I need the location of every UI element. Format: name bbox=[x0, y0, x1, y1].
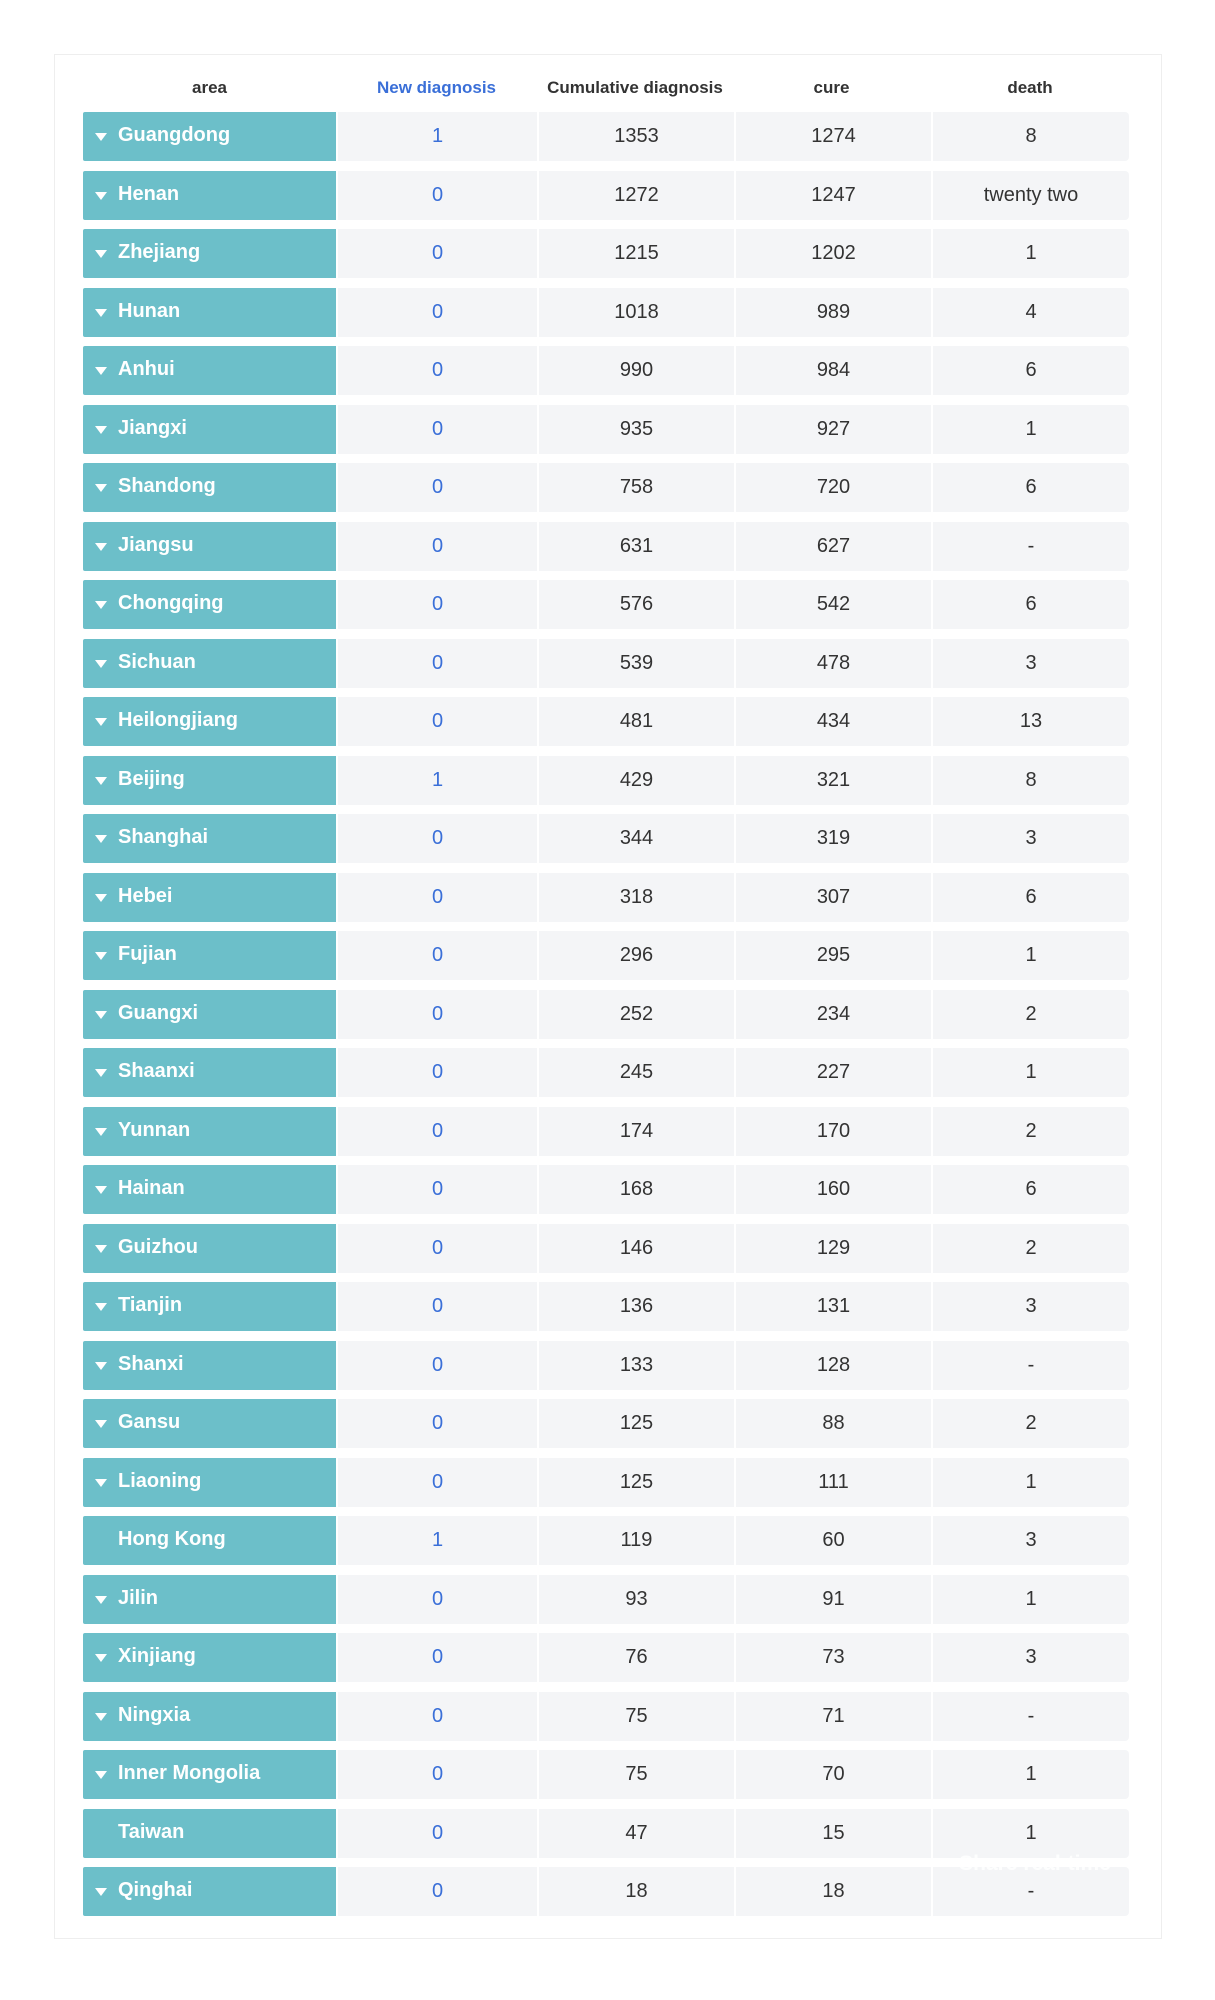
area-label: Liaoning bbox=[118, 1470, 202, 1492]
area-label: Henan bbox=[118, 183, 180, 205]
table-row[interactable] bbox=[83, 1633, 1130, 1682]
cumulative-diagnosis-cell: 1353 bbox=[539, 112, 734, 161]
new-diagnosis-cell: 0 bbox=[338, 990, 537, 1039]
cumulative-diagnosis-cell: 119 bbox=[539, 1516, 734, 1565]
cure-cell: 927 bbox=[736, 405, 931, 454]
area-cell[interactable] bbox=[83, 1165, 336, 1214]
cure-cell: 160 bbox=[736, 1165, 931, 1214]
cumulative-diagnosis-cell: 75 bbox=[539, 1750, 734, 1799]
cumulative-diagnosis-cell: 990 bbox=[539, 346, 734, 395]
death-cell: 1 bbox=[933, 1750, 1129, 1799]
area-label: Hunan bbox=[118, 300, 181, 322]
death-cell: 6 bbox=[933, 346, 1129, 395]
table-row[interactable] bbox=[83, 288, 1130, 337]
cure-cell: 1202 bbox=[736, 229, 931, 278]
cure-cell: 170 bbox=[736, 1107, 931, 1156]
death-cell: 8 bbox=[933, 756, 1129, 805]
area-cell[interactable] bbox=[83, 405, 336, 454]
caret-down-icon[interactable] bbox=[95, 718, 107, 726]
cumulative-diagnosis-cell: 245 bbox=[539, 1048, 734, 1097]
table-row[interactable] bbox=[83, 112, 1130, 161]
area-cell[interactable] bbox=[83, 1224, 336, 1273]
new-diagnosis-cell: 0 bbox=[338, 873, 537, 922]
header-area[interactable]: area bbox=[192, 78, 227, 97]
caret-down-icon[interactable] bbox=[95, 1245, 107, 1253]
area-label: Ningxia bbox=[118, 1704, 191, 1726]
table-row[interactable] bbox=[83, 346, 1130, 395]
new-diagnosis-cell: 0 bbox=[338, 580, 537, 629]
new-diagnosis-cell: 0 bbox=[338, 1692, 537, 1741]
table-row[interactable] bbox=[83, 463, 1130, 512]
cure-cell: 91 bbox=[736, 1575, 931, 1624]
area-cell[interactable] bbox=[83, 229, 336, 278]
area-cell[interactable] bbox=[83, 112, 336, 161]
death-cell: - bbox=[933, 522, 1129, 571]
area-label: Hong Kong bbox=[118, 1528, 226, 1550]
cumulative-diagnosis-cell: 133 bbox=[539, 1341, 734, 1390]
cure-cell: 434 bbox=[736, 697, 931, 746]
new-diagnosis-cell: 0 bbox=[338, 1399, 537, 1448]
cumulative-diagnosis-cell: 935 bbox=[539, 405, 734, 454]
area-cell[interactable] bbox=[83, 288, 336, 337]
cumulative-diagnosis-cell: 75 bbox=[539, 1692, 734, 1741]
new-diagnosis-cell: 0 bbox=[338, 1575, 537, 1624]
new-diagnosis-cell: 0 bbox=[338, 522, 537, 571]
cure-cell: 542 bbox=[736, 580, 931, 629]
caret-down-icon[interactable] bbox=[95, 250, 107, 258]
cumulative-diagnosis-cell: 296 bbox=[539, 931, 734, 980]
table-row[interactable] bbox=[83, 405, 1130, 454]
area-label: Gansu bbox=[118, 1411, 181, 1433]
cure-cell: 627 bbox=[736, 522, 931, 571]
caret-down-icon[interactable] bbox=[95, 601, 107, 609]
table-row[interactable] bbox=[83, 1750, 1130, 1799]
death-cell: 3 bbox=[933, 1516, 1129, 1565]
area-cell[interactable] bbox=[83, 756, 336, 805]
cure-cell: 321 bbox=[736, 756, 931, 805]
death-cell: 13 bbox=[933, 697, 1129, 746]
death-cell: 1 bbox=[933, 1575, 1129, 1624]
caret-down-icon[interactable] bbox=[95, 660, 107, 668]
new-diagnosis-cell: 0 bbox=[338, 931, 537, 980]
death-cell: 2 bbox=[933, 990, 1129, 1039]
table-row[interactable] bbox=[83, 522, 1130, 571]
cumulative-diagnosis-cell: 1272 bbox=[539, 171, 734, 220]
death-cell: 6 bbox=[933, 1165, 1129, 1214]
table-row[interactable] bbox=[83, 1107, 1130, 1156]
cure-cell: 234 bbox=[736, 990, 931, 1039]
area-cell[interactable] bbox=[83, 697, 336, 746]
new-diagnosis-cell: 1 bbox=[338, 756, 537, 805]
area-label: Jiangsu bbox=[118, 534, 194, 556]
area-label: Guizhou bbox=[118, 1236, 198, 1258]
new-diagnosis-cell: 0 bbox=[338, 1809, 537, 1858]
caret-down-icon[interactable] bbox=[95, 1069, 107, 1077]
area-label: Chongqing bbox=[118, 592, 224, 614]
caret-down-icon[interactable] bbox=[95, 309, 107, 317]
area-cell[interactable] bbox=[83, 1867, 336, 1916]
caret-down-icon[interactable] bbox=[95, 426, 107, 434]
death-cell: 2 bbox=[933, 1224, 1129, 1273]
area-label: Shandong bbox=[118, 475, 216, 497]
new-diagnosis-cell: 0 bbox=[338, 229, 537, 278]
caret-down-icon[interactable] bbox=[95, 952, 107, 960]
new-diagnosis-cell: 0 bbox=[338, 1165, 537, 1214]
new-diagnosis-cell: 0 bbox=[338, 463, 537, 512]
caret-down-icon[interactable] bbox=[95, 835, 107, 843]
cumulative-diagnosis-cell: 47 bbox=[539, 1809, 734, 1858]
area-cell[interactable] bbox=[83, 1458, 336, 1507]
area-label: Qinghai bbox=[118, 1879, 193, 1901]
area-label: Zhejiang bbox=[118, 241, 201, 263]
header-cure[interactable]: cure bbox=[813, 78, 850, 97]
table-row[interactable] bbox=[83, 639, 1130, 688]
area-cell[interactable] bbox=[83, 1809, 336, 1858]
cure-cell: 111 bbox=[736, 1458, 931, 1507]
caret-down-icon[interactable] bbox=[95, 192, 107, 200]
cumulative-diagnosis-cell: 93 bbox=[539, 1575, 734, 1624]
caret-down-icon bbox=[95, 1830, 107, 1838]
caret-down-icon[interactable] bbox=[95, 777, 107, 785]
cumulative-diagnosis-cell: 146 bbox=[539, 1224, 734, 1273]
area-cell[interactable] bbox=[83, 1516, 336, 1565]
cumulative-diagnosis-cell: 1018 bbox=[539, 288, 734, 337]
area-label: Shaanxi bbox=[118, 1060, 195, 1082]
cure-cell: 319 bbox=[736, 814, 931, 863]
table-row[interactable] bbox=[83, 580, 1130, 629]
cure-cell: 71 bbox=[736, 1692, 931, 1741]
table-row[interactable] bbox=[83, 756, 1130, 805]
cure-cell: 227 bbox=[736, 1048, 931, 1097]
area-label: Jiangxi bbox=[118, 417, 187, 439]
caret-down-icon[interactable] bbox=[95, 1362, 107, 1370]
header-cumulative-diagnosis[interactable]: Cumulative diagnosis bbox=[547, 78, 723, 97]
caret-down-icon[interactable] bbox=[95, 1888, 107, 1896]
caret-down-icon[interactable] bbox=[95, 1420, 107, 1428]
area-cell[interactable] bbox=[83, 990, 336, 1039]
area-label: Hainan bbox=[118, 1177, 185, 1199]
caret-down-icon[interactable] bbox=[95, 1479, 107, 1487]
area-label: Yunnan bbox=[118, 1119, 191, 1141]
new-diagnosis-cell: 0 bbox=[338, 1341, 537, 1390]
caret-down-icon[interactable] bbox=[95, 133, 107, 141]
area-label: Tianjin bbox=[118, 1294, 183, 1316]
cure-cell: 15 bbox=[736, 1809, 931, 1858]
cumulative-diagnosis-cell: 318 bbox=[539, 873, 734, 922]
caret-down-icon[interactable] bbox=[95, 543, 107, 551]
cumulative-diagnosis-cell: 344 bbox=[539, 814, 734, 863]
death-cell: 3 bbox=[933, 1282, 1129, 1331]
death-cell: 1 bbox=[933, 1458, 1129, 1507]
cumulative-diagnosis-cell: 125 bbox=[539, 1458, 734, 1507]
area-cell[interactable] bbox=[83, 580, 336, 629]
cumulative-diagnosis-cell: 631 bbox=[539, 522, 734, 571]
caret-down-icon[interactable] bbox=[95, 1303, 107, 1311]
new-diagnosis-cell: 0 bbox=[338, 1282, 537, 1331]
cumulative-diagnosis-cell: 252 bbox=[539, 990, 734, 1039]
new-diagnosis-cell: 0 bbox=[338, 346, 537, 395]
cure-cell: 307 bbox=[736, 873, 931, 922]
area-label: Beijing bbox=[118, 768, 185, 790]
new-diagnosis-cell: 0 bbox=[338, 1048, 537, 1097]
area-cell[interactable] bbox=[83, 1633, 336, 1682]
cumulative-diagnosis-cell: 539 bbox=[539, 639, 734, 688]
new-diagnosis-cell: 0 bbox=[338, 1867, 537, 1916]
death-cell: 2 bbox=[933, 1399, 1129, 1448]
new-diagnosis-cell: 0 bbox=[338, 697, 537, 746]
area-label: Guangxi bbox=[118, 1002, 199, 1024]
table-header bbox=[83, 70, 1130, 106]
new-diagnosis-cell: 0 bbox=[338, 639, 537, 688]
table-row[interactable] bbox=[83, 171, 1130, 220]
cure-cell: 18 bbox=[736, 1867, 931, 1916]
cure-cell: 73 bbox=[736, 1633, 931, 1682]
table-row[interactable] bbox=[83, 931, 1130, 980]
header-new-diagnosis[interactable]: New diagnosis bbox=[376, 78, 497, 97]
table-row[interactable] bbox=[83, 1224, 1130, 1273]
area-cell[interactable] bbox=[83, 639, 336, 688]
death-cell: twenty two bbox=[933, 171, 1129, 220]
death-cell: 3 bbox=[933, 814, 1129, 863]
table-row[interactable] bbox=[83, 1575, 1130, 1624]
area-cell[interactable] bbox=[83, 873, 336, 922]
area-cell[interactable] bbox=[83, 171, 336, 220]
table-row[interactable] bbox=[83, 1692, 1130, 1741]
area-cell[interactable] bbox=[83, 1341, 336, 1390]
new-diagnosis-cell: 0 bbox=[338, 1224, 537, 1273]
cumulative-diagnosis-cell: 576 bbox=[539, 580, 734, 629]
death-cell: 1 bbox=[933, 229, 1129, 278]
cure-cell: 88 bbox=[736, 1399, 931, 1448]
new-diagnosis-cell: 0 bbox=[338, 1750, 537, 1799]
area-cell[interactable] bbox=[83, 814, 336, 863]
death-cell: - bbox=[933, 1867, 1129, 1916]
cumulative-diagnosis-cell: 136 bbox=[539, 1282, 734, 1331]
area-label: Inner Mongolia bbox=[118, 1762, 261, 1784]
cumulative-diagnosis-cell: 168 bbox=[539, 1165, 734, 1214]
area-cell[interactable] bbox=[83, 346, 336, 395]
table-row[interactable] bbox=[83, 1282, 1130, 1331]
cure-cell: 295 bbox=[736, 931, 931, 980]
death-cell: 1 bbox=[933, 405, 1129, 454]
area-cell[interactable] bbox=[83, 463, 336, 512]
caret-down-icon[interactable] bbox=[95, 1771, 107, 1779]
caret-down-icon[interactable] bbox=[95, 1011, 107, 1019]
cumulative-diagnosis-cell: 1215 bbox=[539, 229, 734, 278]
area-cell[interactable] bbox=[83, 1048, 336, 1097]
new-diagnosis-cell: 1 bbox=[338, 112, 537, 161]
new-diagnosis-cell: 1 bbox=[338, 1516, 537, 1565]
death-cell: 2 bbox=[933, 1107, 1129, 1156]
new-diagnosis-cell: 0 bbox=[338, 814, 537, 863]
cumulative-diagnosis-cell: 429 bbox=[539, 756, 734, 805]
table-row[interactable] bbox=[83, 1458, 1130, 1507]
death-cell: 6 bbox=[933, 873, 1129, 922]
area-cell[interactable] bbox=[83, 1575, 336, 1624]
cure-cell: 984 bbox=[736, 346, 931, 395]
table-row[interactable] bbox=[83, 1809, 1130, 1858]
cure-cell: 478 bbox=[736, 639, 931, 688]
caret-down-icon[interactable] bbox=[95, 1186, 107, 1194]
caret-down-icon[interactable] bbox=[95, 1596, 107, 1604]
area-cell[interactable] bbox=[83, 1399, 336, 1448]
table-row[interactable] bbox=[83, 1341, 1130, 1390]
area-label: Hebei bbox=[118, 885, 173, 907]
table-row[interactable] bbox=[83, 1399, 1130, 1448]
area-label: Sichuan bbox=[118, 651, 196, 673]
caret-down-icon bbox=[95, 1537, 107, 1545]
cure-cell: 1247 bbox=[736, 171, 931, 220]
cumulative-diagnosis-cell: 481 bbox=[539, 697, 734, 746]
cure-cell: 129 bbox=[736, 1224, 931, 1273]
death-cell: 6 bbox=[933, 580, 1129, 629]
caret-down-icon[interactable] bbox=[95, 1654, 107, 1662]
new-diagnosis-cell: 0 bbox=[338, 405, 537, 454]
table-row[interactable] bbox=[83, 990, 1130, 1039]
caret-down-icon[interactable] bbox=[95, 484, 107, 492]
death-cell: - bbox=[933, 1341, 1129, 1390]
death-cell: 4 bbox=[933, 288, 1129, 337]
area-label: Xinjiang bbox=[118, 1645, 196, 1667]
new-diagnosis-cell: 0 bbox=[338, 1633, 537, 1682]
cumulative-diagnosis-cell: 174 bbox=[539, 1107, 734, 1156]
cure-cell: 128 bbox=[736, 1341, 931, 1390]
cumulative-diagnosis-cell: 18 bbox=[539, 1867, 734, 1916]
area-label: Shanghai bbox=[118, 826, 209, 848]
table-row[interactable] bbox=[83, 697, 1130, 746]
area-label: Heilongjiang bbox=[118, 709, 238, 731]
death-cell: 3 bbox=[933, 639, 1129, 688]
table-row[interactable] bbox=[83, 873, 1130, 922]
new-diagnosis-cell: 0 bbox=[338, 1107, 537, 1156]
death-cell: - bbox=[933, 1692, 1129, 1741]
header-death[interactable]: death bbox=[1007, 78, 1053, 97]
cure-cell: 60 bbox=[736, 1516, 931, 1565]
table-row[interactable] bbox=[83, 1048, 1130, 1097]
area-label: Taiwan bbox=[118, 1821, 185, 1843]
cure-cell: 1274 bbox=[736, 112, 931, 161]
new-diagnosis-cell: 0 bbox=[338, 288, 537, 337]
area-cell[interactable] bbox=[83, 1282, 336, 1331]
caret-down-icon[interactable] bbox=[95, 894, 107, 902]
cumulative-diagnosis-cell: 125 bbox=[539, 1399, 734, 1448]
cumulative-diagnosis-cell: 76 bbox=[539, 1633, 734, 1682]
new-diagnosis-cell: 0 bbox=[338, 1458, 537, 1507]
cure-cell: 131 bbox=[736, 1282, 931, 1331]
death-cell: 6 bbox=[933, 463, 1129, 512]
area-label: Anhui bbox=[118, 358, 175, 380]
cure-cell: 720 bbox=[736, 463, 931, 512]
death-cell: 1 bbox=[933, 1809, 1129, 1858]
area-label: Shanxi bbox=[118, 1353, 184, 1375]
cure-cell: 989 bbox=[736, 288, 931, 337]
cure-cell: 70 bbox=[736, 1750, 931, 1799]
area-cell[interactable] bbox=[83, 1692, 336, 1741]
death-cell: 8 bbox=[933, 112, 1129, 161]
caret-down-icon[interactable] bbox=[95, 1713, 107, 1721]
death-cell: 1 bbox=[933, 931, 1129, 980]
area-cell[interactable] bbox=[83, 931, 336, 980]
area-label: Guangdong bbox=[118, 124, 231, 146]
table-row[interactable] bbox=[83, 814, 1130, 863]
caret-down-icon[interactable] bbox=[95, 367, 107, 375]
area-label: Fujian bbox=[118, 943, 177, 965]
share-overlay-text[interactable]: Share real-time bbox=[959, 1852, 1111, 1875]
death-cell: 1 bbox=[933, 1048, 1129, 1097]
cumulative-diagnosis-cell: 758 bbox=[539, 463, 734, 512]
area-label: Jilin bbox=[118, 1587, 159, 1609]
death-cell: 3 bbox=[933, 1633, 1129, 1682]
new-diagnosis-cell: 0 bbox=[338, 171, 537, 220]
table-row[interactable] bbox=[83, 1165, 1130, 1214]
area-cell[interactable] bbox=[83, 522, 336, 571]
table-row[interactable] bbox=[83, 229, 1130, 278]
area-cell[interactable] bbox=[83, 1107, 336, 1156]
caret-down-icon[interactable] bbox=[95, 1128, 107, 1136]
table-row[interactable] bbox=[83, 1516, 1130, 1565]
area-cell[interactable] bbox=[83, 1750, 336, 1799]
